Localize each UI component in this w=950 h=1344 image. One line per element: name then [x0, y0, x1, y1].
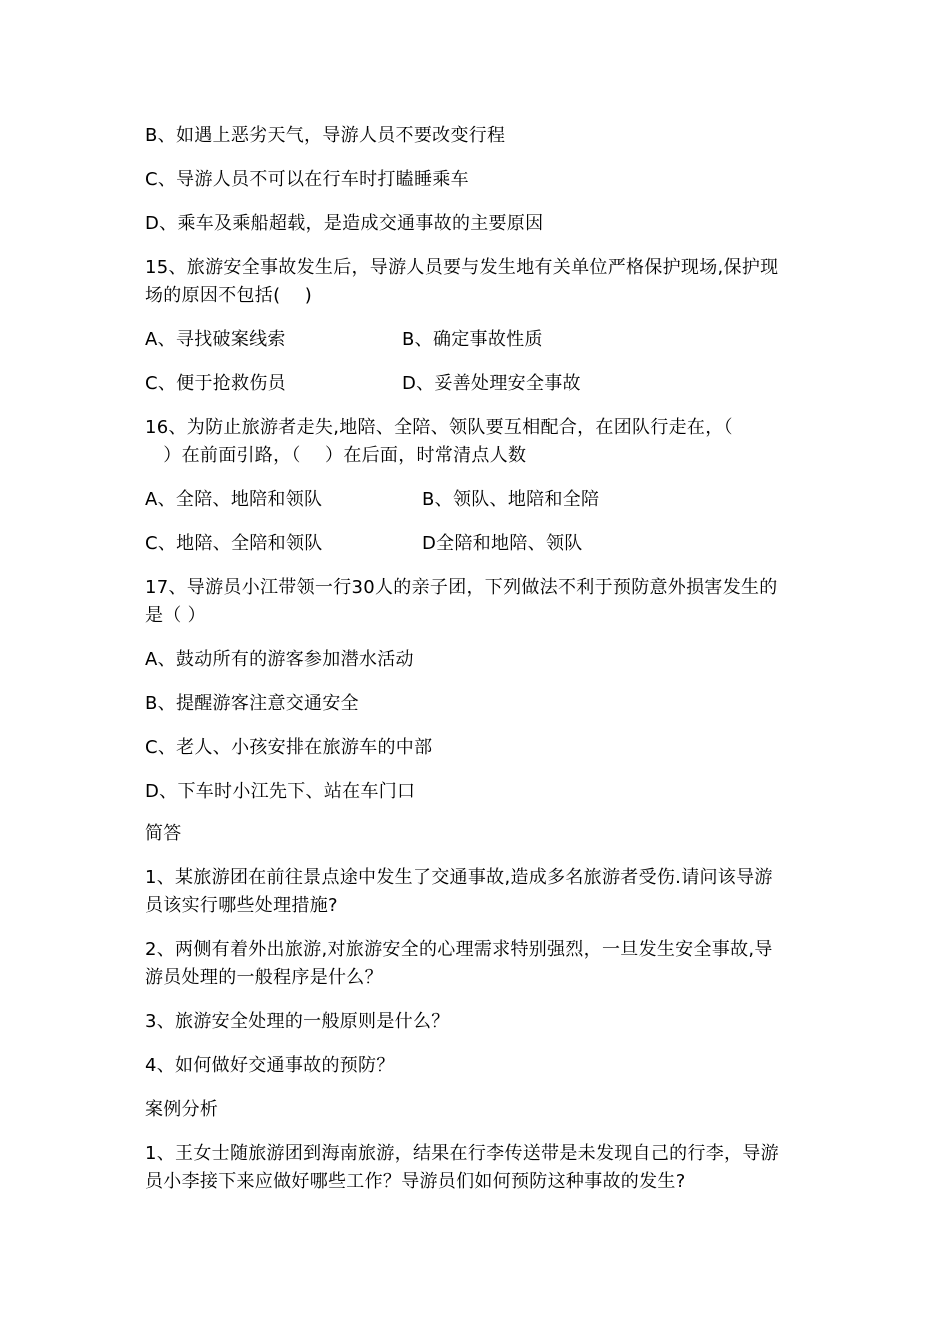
- q15-option-b: B、确定事故性质: [402, 329, 543, 350]
- q17-option-a: A、鼓动所有的游客参加潜水活动: [145, 649, 414, 670]
- short-answer-q4: 4、如何做好交通事故的预防？: [145, 1055, 395, 1076]
- short-answer-q3: 3、旅游安全处理的一般原则是什么？: [145, 1011, 450, 1032]
- short-answer-q2-line1: 2、两侧有着外出旅游,对旅游安全的心理需求特别强烈，一旦发生安全事故,导: [145, 939, 773, 960]
- q15-stem-line2: 场的原因不包括( ): [145, 285, 313, 306]
- case-analysis-q1-line1: 1、王女士随旅游团到海南旅游，结果在行李传送带是未发现自己的行李，导游: [145, 1143, 779, 1164]
- short-answer-heading: 简答: [145, 823, 182, 844]
- q17-stem-line2: 是（ ）: [145, 605, 206, 626]
- q17-option-b: B、提醒游客注意交通安全: [145, 693, 359, 714]
- q14-option-b: B、如遇上恶劣天气，导游人员不要改变行程: [145, 125, 506, 146]
- short-answer-q1-line1: 1、某旅游团在前往景点途中发生了交通事故,造成多名旅游者受伤.请问该导游: [145, 867, 773, 888]
- q14-option-d: D、乘车及乘船超载，是造成交通事故的主要原因: [145, 213, 544, 234]
- q15-option-c: C、便于抢救伤员: [145, 373, 286, 394]
- q14-option-c: C、导游人员不可以在行车时打瞌睡乘车: [145, 169, 469, 190]
- q16-option-b: B、领队、地陪和全陪: [422, 489, 600, 510]
- q17-stem-line1: 17、导游员小江带领一行30人的亲子团，下列做法不利于预防意外损害发生的: [145, 577, 778, 598]
- q16-stem-line2: ）在前面引路，（ ）在后面，时常清点人数: [145, 445, 527, 466]
- short-answer-q2-line2: 游员处理的一般程序是什么？: [145, 967, 383, 988]
- q16-option-d: D全陪和地陪、领队: [422, 533, 583, 554]
- short-answer-q1-line2: 员该实行哪些处理措施?: [145, 895, 338, 916]
- q16-stem-line1: 16、为防止旅游者走失,地陪、全陪、领队要互相配合，在团队行走在，（: [145, 417, 733, 438]
- q17-option-d: D、下车时小江先下、站在车门口: [145, 781, 416, 802]
- case-analysis-q1-line2: 员小李接下来应做好哪些工作？导游员们如何预防这种事故的发生?: [145, 1171, 686, 1192]
- case-analysis-heading: 案例分析: [145, 1099, 219, 1120]
- q16-option-c: C、地陪、全陪和领队: [145, 533, 323, 554]
- q16-option-a: A、全陪、地陪和领队: [145, 489, 323, 510]
- q15-option-d: D、妥善处理安全事故: [402, 373, 581, 394]
- q15-stem-line1: 15、旅游安全事故发生后，导游人员要与发生地有关单位严格保护现场,保护现: [145, 257, 779, 278]
- q15-option-a: A、寻找破案线索: [145, 329, 286, 350]
- q17-option-c: C、老人、小孩安排在旅游车的中部: [145, 737, 433, 758]
